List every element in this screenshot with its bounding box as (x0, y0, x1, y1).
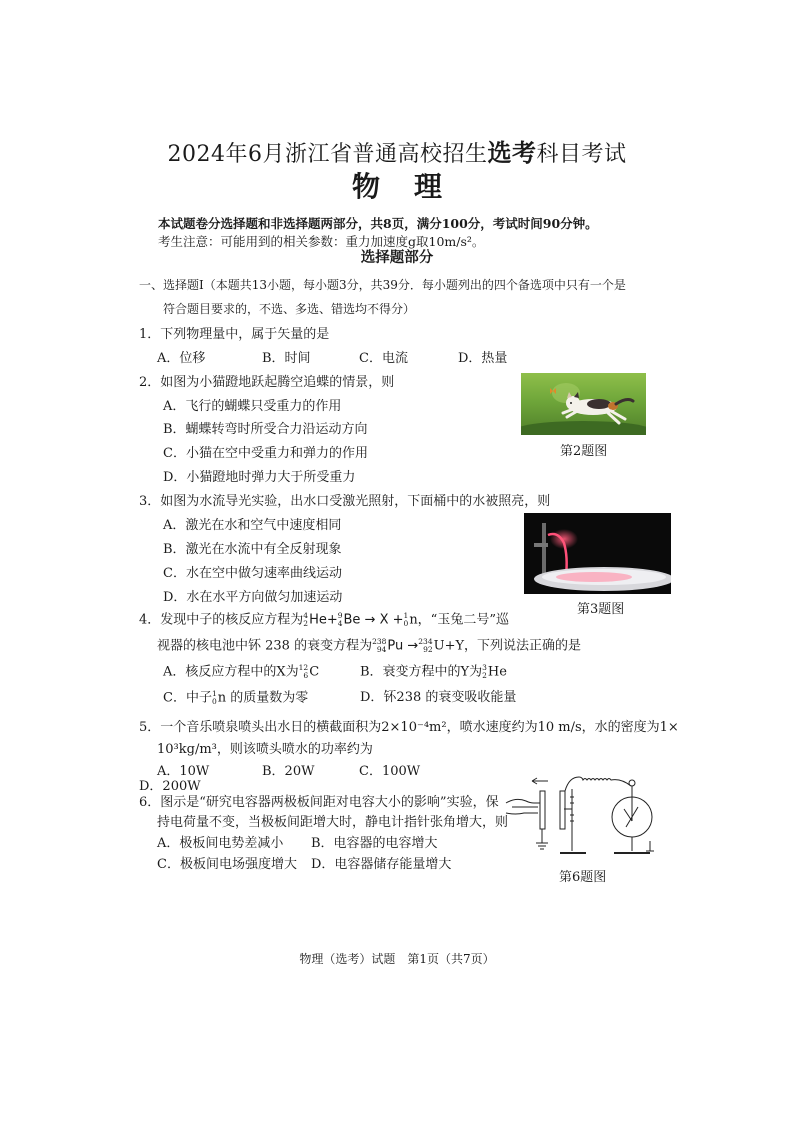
q6-option-d: D．电容器储存能量增大 (311, 857, 452, 872)
q4-option-d: D．钚238 的衰变吸收能量 (360, 690, 517, 705)
part-instructions-2: 符合题目要求的，不选、多选、错选均不得分） (163, 302, 416, 316)
q3-option-b: B．激光在水流中有全反射现象 (163, 542, 342, 557)
q5-option-c: C．100W (359, 764, 421, 779)
q5-option-b: B．20W (262, 764, 315, 779)
q3-figure-caption: 第3题图 (577, 602, 625, 617)
part-instructions-1: 一、选择题Ⅰ（本题共13小题，每小题3分，共39分．每小题列出的四个备选项中只有一个是 (139, 278, 626, 292)
q5-option-d: D．200W (139, 779, 201, 794)
q4-line-2: 视器的核电池中钚 238 的衰变方程为 238 94 Pu → 234 92 U+Y，下列说法正确的是 (157, 637, 582, 654)
q1-option-a: A．位移 (157, 351, 206, 366)
q4-option-c: C．中子 1 0 n 的质量数为零 (163, 689, 309, 706)
q6-line-2: 持电荷量不变，当极板间距增大时，静电计指针张角增大，则 (157, 815, 509, 830)
laser-water-photo (524, 513, 671, 594)
q4-option-b: B．衰变方程中的Y为 3 2 He (360, 663, 507, 680)
q5-line-1: 5．一个音乐喷泉喷头出水日的横截面积为2×10⁻⁴m²，喷水速度约为10 m/s，水的密度为1× (139, 720, 679, 735)
section-title: 选择题部分 (360, 249, 434, 266)
page-footer: 物理（选考）试题 第1页（共7页） (299, 952, 495, 966)
exam-title: 2024年6月浙江省普通高校招生选考科目考试 (167, 138, 627, 167)
q6-option-c: C．极板间电场强度增大 (157, 857, 297, 872)
q3-stem: 3．如图为水流导光实验，出水口受激光照射，下面桶中的水被照亮，则 (139, 494, 551, 509)
q2-option-d: D．小猫蹬地时弹力大于所受重力 (163, 470, 356, 485)
q2-stem: 2．如图为小猫蹬地跃起腾空追蝶的情景，则 (139, 375, 395, 390)
q3-option-c: C．水在空中做匀速率曲线运动 (163, 566, 342, 581)
q3-option-a: A．激光在水和空气中速度相同 (163, 518, 342, 533)
q2-option-a: A．飞行的蝴蝶只受重力的作用 (163, 399, 342, 414)
cat-jumping-photo (521, 373, 646, 435)
q2-option-c: C．小猫在空中受重力和弹力的作用 (163, 446, 368, 461)
q6-option-b: B．电容器的电容增大 (311, 836, 438, 851)
q4-line-1: 4．发现中子的核反应方程为 4 2 He+ 9 4 Be → X + 1 0 n，“玉兔二号”巡 (139, 611, 509, 628)
q6-option-a: A．极板间电势差减小 (157, 836, 284, 851)
q3-option-d: D．水在水平方向做匀加速运动 (163, 590, 343, 605)
subject-title: 物理 (351, 170, 476, 203)
q4-option-a: A．核反应方程中的X为 12 6 C (163, 663, 320, 680)
q5-line-2: 10³kg/m³，则该喷头喷水的功率约为 (157, 742, 373, 757)
q1-option-b: B．时间 (262, 351, 311, 366)
capacitor-electroscope-diagram (504, 771, 662, 863)
q6-line-1: 6．图示是“研究电容器两极板间距对电容大小的影响”实验，保 (139, 795, 499, 810)
intro-line-1: 本试题卷分选择题和非选择题两部分，共8页，满分100分，考试时间90分钟。 (158, 216, 598, 231)
q1-option-c: C．电流 (359, 351, 408, 366)
q6-figure-caption: 第6题图 (559, 870, 607, 885)
q5-option-a: A．10W (157, 764, 210, 779)
q2-figure-caption: 第2题图 (560, 444, 608, 459)
intro-line-2: 考生注意：可能用到的相关参数：重力加速度g取10m/s²。 (158, 234, 485, 249)
q1-option-d: D．热量 (458, 351, 508, 366)
q2-option-b: B．蝴蝶转弯时所受合力沿运动方向 (163, 422, 368, 437)
q1-stem: 1．下列物理量中，属于矢量的是 (139, 327, 330, 342)
